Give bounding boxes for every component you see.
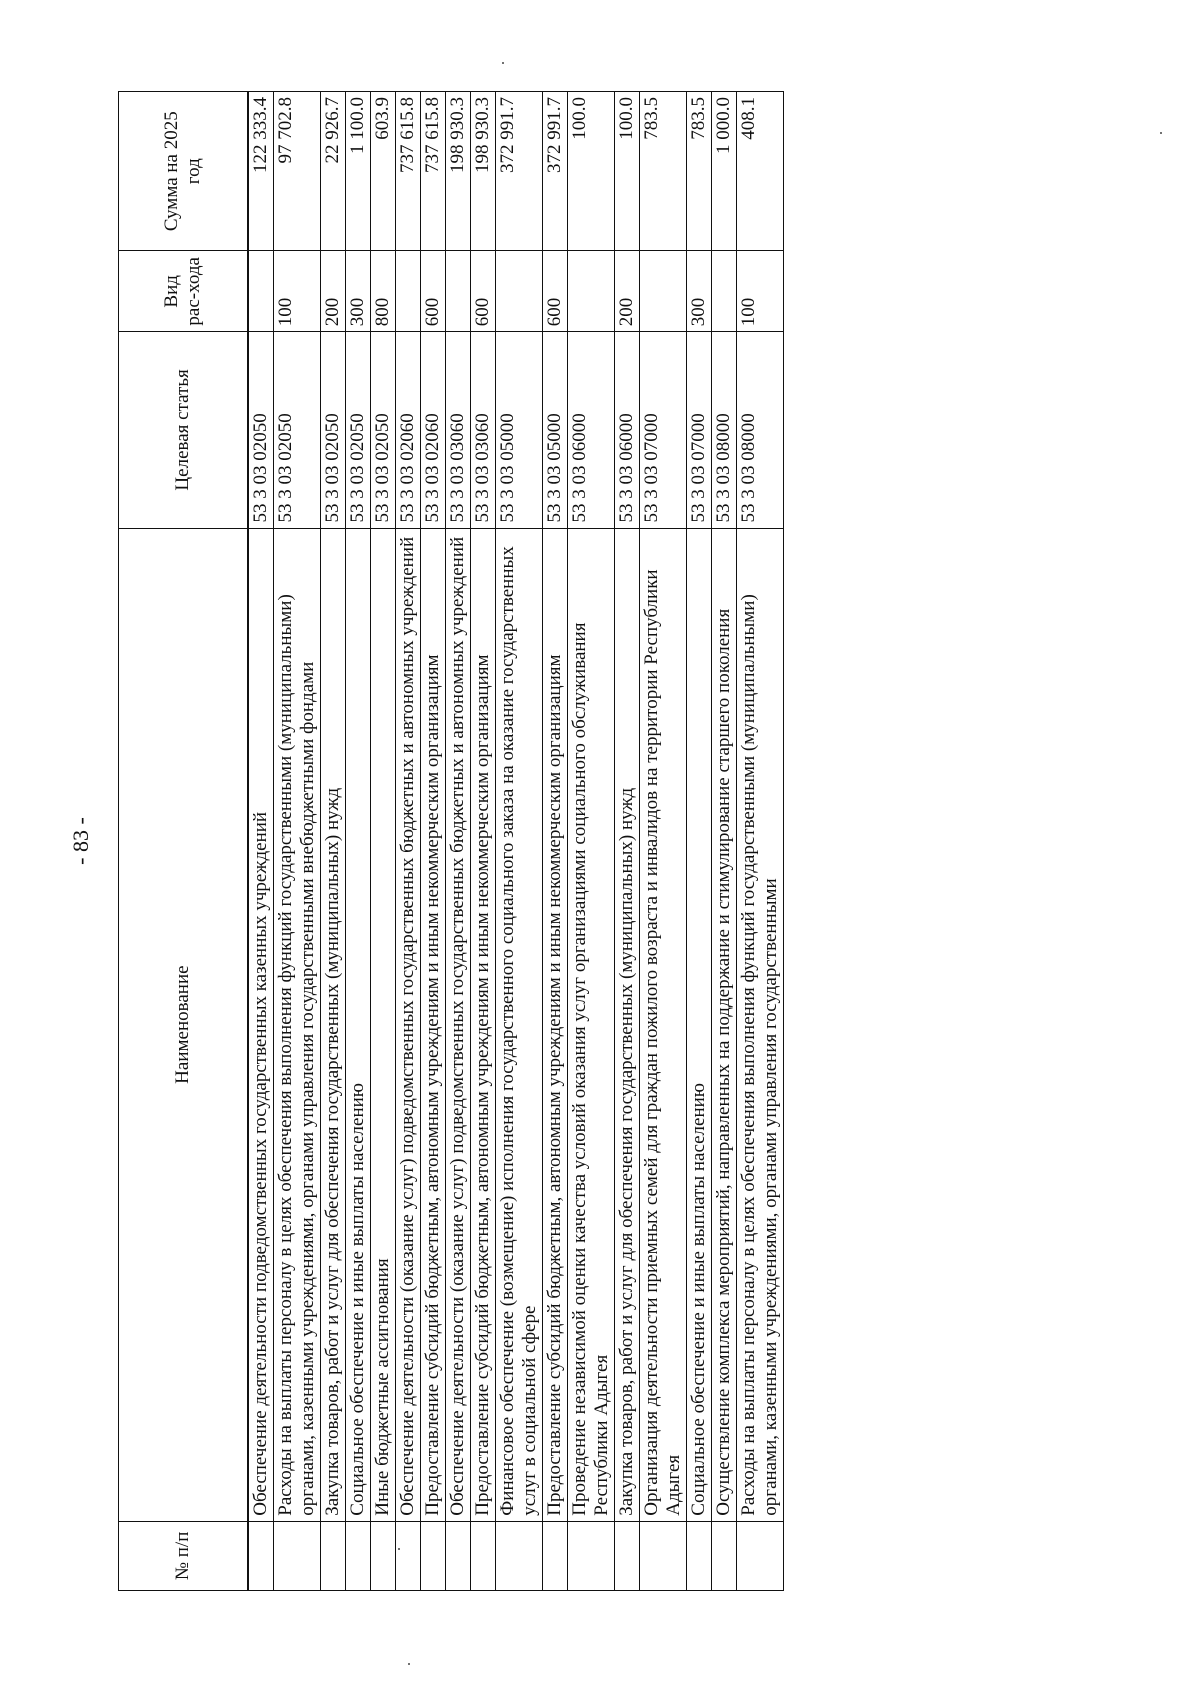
cell-num [496, 1521, 543, 1590]
cell-vid [446, 251, 471, 332]
header-name: Наименование [119, 528, 249, 1521]
cell-vid: 300 [346, 251, 371, 332]
cell-vid [496, 251, 543, 332]
cell-num [687, 1521, 712, 1590]
cell-code: 53 3 03 02060 [396, 332, 421, 528]
cell-name: Предоставление субсидий бюджетным, автономным учреждениям и иным некоммерческим организациям [543, 528, 568, 1521]
cell-vid: 100 [737, 251, 784, 332]
cell-name: Организация деятельности приемных семей для граждан пожилого возраста и инвалидов на территории Республики Адыгея [640, 528, 687, 1521]
table-row [568, 92, 615, 1591]
cell-sum: 198 930.3 [471, 92, 496, 251]
cell-vid: 600 [471, 251, 496, 332]
cell-vid: 200 [615, 251, 640, 332]
cell-code: 53 3 03 05000 [496, 332, 543, 528]
cell-code: 53 3 03 05000 [543, 332, 568, 528]
cell-vid [568, 251, 615, 332]
cell-name: Иные бюджетные ассигнования [371, 528, 396, 1521]
cell-code: 53 3 03 06000 [615, 332, 640, 528]
cell-num [274, 1521, 321, 1590]
budget-table [118, 91, 784, 1591]
cell-sum: 198 930.3 [446, 92, 471, 251]
cell-code: 53 3 03 06000 [568, 332, 615, 528]
table-row [496, 92, 543, 1591]
cell-sum: 1 100.0 [346, 92, 371, 251]
cell-name: Социальное обеспечение и иные выплаты населению [346, 528, 371, 1521]
cell-sum: 408.1 [737, 92, 784, 251]
cell-vid [712, 251, 737, 332]
cell-code: 53 3 03 08000 [712, 332, 737, 528]
cell-sum: 737 615.8 [396, 92, 421, 251]
cell-vid: 600 [421, 251, 446, 332]
cell-vid: 100 [274, 251, 321, 332]
scan-speck [502, 62, 504, 64]
table-row [274, 92, 321, 1591]
cell-sum: 737 615.8 [421, 92, 446, 251]
header-num: № п/п [119, 1521, 249, 1590]
cell-num [471, 1521, 496, 1590]
table-row [396, 92, 421, 1591]
cell-name: Проведение независимой оценки качества условий оказания услуг организациями социального обслуживания Республики Адыгея [568, 528, 615, 1521]
cell-name: Обеспечение деятельности (оказание услуг) подведомственных государственных бюджетных и автономных учреждений [446, 528, 471, 1521]
table-row [737, 92, 784, 1591]
cell-sum: 783.5 [687, 92, 712, 251]
table-row [471, 92, 496, 1591]
cell-code: 53 3 03 02060 [421, 332, 446, 528]
cell-num [421, 1521, 446, 1590]
cell-code: 53 3 03 03060 [446, 332, 471, 528]
table-row [346, 92, 371, 1591]
cell-name: Расходы на выплаты персоналу в целях обеспечения выполнения функций государственными (муниципальными) органами, казенными учреждениями, органами управления государственными внебюджетными фондами [274, 528, 321, 1521]
cell-name: Осуществление комплекса мероприятий, направленных на поддержание и стимулирование старшего поколения [712, 528, 737, 1521]
cell-num [396, 1521, 421, 1590]
cell-name: Социальное обеспечение и иные выплаты населению [687, 528, 712, 1521]
cell-num [640, 1521, 687, 1590]
cell-vid: 300 [687, 251, 712, 332]
table-row [543, 92, 568, 1591]
cell-vid [396, 251, 421, 332]
scan-speck [1160, 132, 1162, 134]
table-body [248, 92, 784, 1591]
cell-sum: 372 991.7 [543, 92, 568, 251]
cell-code: 53 3 03 07000 [687, 332, 712, 528]
cell-name: Закупка товаров, работ и услуг для обеспечения государственных (муниципальных) нужд [615, 528, 640, 1521]
cell-sum: 783.5 [640, 92, 687, 251]
cell-vid [248, 251, 274, 332]
cell-name: Предоставление субсидий бюджетным, автономным учреждениям и иным некоммерческим организациям [421, 528, 446, 1521]
page-number: - 83 - [68, 817, 93, 865]
cell-name: Закупка товаров, работ и услуг для обеспечения государственных (муниципальных) нужд [321, 528, 346, 1521]
cell-code: 53 3 03 02050 [346, 332, 371, 528]
cell-sum: 1 000.0 [712, 92, 737, 251]
cell-vid [640, 251, 687, 332]
table-row [371, 92, 396, 1591]
table-row [321, 92, 346, 1591]
table-row [687, 92, 712, 1591]
cell-vid: 200 [321, 251, 346, 332]
header-vid: Вид рас-хода [119, 251, 249, 332]
cell-sum: 122 333.4 [248, 92, 274, 251]
cell-vid: 600 [543, 251, 568, 332]
cell-num [346, 1521, 371, 1590]
table-row [640, 92, 687, 1591]
cell-code: 53 3 03 08000 [737, 332, 784, 528]
cell-sum: 100.0 [568, 92, 615, 251]
table-header-row [119, 92, 249, 1591]
cell-code: 53 3 03 02050 [248, 332, 274, 528]
table-row [446, 92, 471, 1591]
cell-num [737, 1521, 784, 1590]
cell-name: Расходы на выплаты персоналу в целях обеспечения выполнения функций государственными (муниципальными) органами, казенными учреждениями, органами управления государственными [737, 528, 784, 1521]
cell-num [446, 1521, 471, 1590]
rotated-page [66, 91, 1086, 1591]
cell-code: 53 3 03 02050 [321, 332, 346, 528]
scan-speck [408, 1663, 410, 1665]
table-row [712, 92, 737, 1591]
cell-name: Предоставление субсидий бюджетным, автономным учреждениям и иным некоммерческим организациям [471, 528, 496, 1521]
cell-name: Обеспечение деятельности подведомственных государственных казенных учреждений [248, 528, 274, 1521]
table-row [248, 92, 274, 1591]
cell-name: Обеспечение деятельности (оказание услуг) подведомственных государственных бюджетных и автономных учреждений [396, 528, 421, 1521]
cell-code: 53 3 03 02050 [371, 332, 396, 528]
cell-vid: 800 [371, 251, 396, 332]
cell-sum: 372 991.7 [496, 92, 543, 251]
cell-num [248, 1521, 274, 1590]
cell-num [543, 1521, 568, 1590]
cell-sum: 100.0 [615, 92, 640, 251]
cell-sum: 22 926.7 [321, 92, 346, 251]
cell-num [615, 1521, 640, 1590]
cell-sum: 603.9 [371, 92, 396, 251]
cell-code: 53 3 03 03060 [471, 332, 496, 528]
table-row [615, 92, 640, 1591]
cell-name: Финансовое обеспечение (возмещение) исполнения государственного социального заказа на оказание государственных услуг в социальной сфере [496, 528, 543, 1521]
cell-sum: 97 702.8 [274, 92, 321, 251]
scan-speck [398, 1548, 400, 1550]
cell-code: 53 3 03 02050 [274, 332, 321, 528]
cell-num [371, 1521, 396, 1590]
cell-num [321, 1521, 346, 1590]
cell-code: 53 3 03 07000 [640, 332, 687, 528]
cell-num [712, 1521, 737, 1590]
table-row [421, 92, 446, 1591]
header-code: Целевая статья [119, 332, 249, 528]
cell-num [568, 1521, 615, 1590]
header-sum: Сумма на 2025 год [119, 92, 249, 251]
